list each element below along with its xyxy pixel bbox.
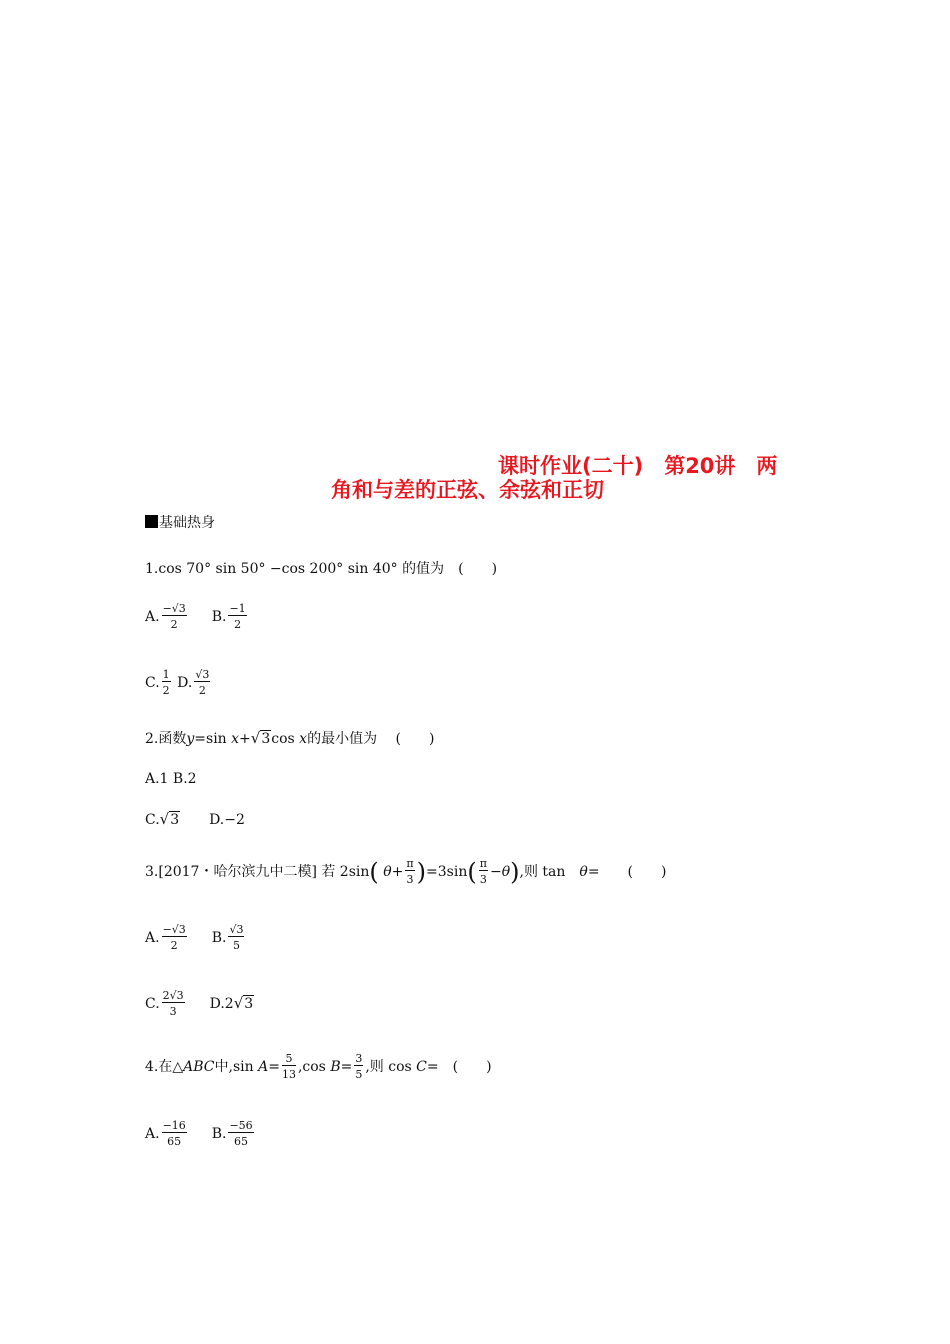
option-a-fraction: $\frac{-√3}{2}$ — [162, 602, 186, 632]
option-a-label: A. — [145, 930, 160, 947]
option-d-label: D. — [177, 675, 193, 692]
option-c-fraction: $\frac{2√3}{3}$ — [162, 989, 184, 1019]
question-2: 2.函数y=sin x+√3cos x的最小值为 ( ) — [145, 729, 435, 747]
option-c-sqrt: √3 — [159, 810, 180, 828]
option-a-label: A. — [145, 609, 160, 626]
option-b-label: B. — [211, 930, 227, 947]
option-d-label: D.2 — [209, 996, 234, 1013]
option-b-fraction: $\frac{√3}{5}$ — [229, 923, 244, 953]
question-3-options-cd — [145, 990, 254, 1018]
option-b-label: B. — [211, 609, 227, 626]
option-b-fraction: $\frac{-56}{65}$ — [229, 1119, 253, 1149]
page-title-line1: 课时作业(二十) 第20讲 两 — [498, 454, 778, 478]
option-a-fraction: $\frac{-√3}{2}$ — [162, 923, 186, 953]
sqrt-3: √3 — [250, 729, 271, 747]
option-c-label: C. — [145, 675, 160, 692]
option-a: A.1 — [145, 771, 169, 787]
option-a-fraction: $\frac{-16}{65}$ — [162, 1119, 186, 1149]
option-a-label: A. — [145, 1126, 160, 1143]
question-4-options-ab — [145, 1120, 256, 1148]
question-3: 3.[2017・哈尔滨九中二模] 若 2sin( θ+ $\frac{\pi}{3}$ )=3sin( $\frac{\pi}{3}$ −θ),则 tan θ= ( ) — [145, 857, 667, 887]
option-c-label: C. — [145, 996, 160, 1013]
section-heading — [145, 512, 215, 532]
question-1-options-cd — [145, 669, 212, 697]
question-2-options-ab — [145, 771, 197, 787]
question-4: 4.在△ABC中,sin A= $\frac{5}{13}$ ,cos B= $\frac{3}{5}$ ,则 cos C= ( ) — [145, 1052, 492, 1082]
option-d: D.−2 — [209, 812, 245, 828]
page-title-line2: 角和与差的正弦、余弦和正切 — [331, 478, 604, 502]
question-2-options-cd — [145, 810, 245, 828]
option-d-sqrt: √3 — [233, 994, 254, 1013]
black-square-icon — [145, 515, 158, 528]
question-1-options-ab — [145, 603, 249, 631]
option-b-fraction: $\frac{-1}{2}$ — [229, 602, 246, 632]
question-3-options-ab — [145, 924, 246, 952]
option-b-label: B. — [211, 1126, 227, 1143]
option-b: B.2 — [172, 771, 197, 787]
option-d-fraction: $\frac{√3}{2}$ — [195, 668, 210, 698]
option-c-fraction: $\frac{1}{2}$ — [162, 668, 170, 698]
section-label: 基础热身 — [159, 515, 215, 531]
question-1: 1.cos 70° sin 50° −cos 200° sin 40° 的值为 ( ) — [145, 561, 498, 577]
option-c-label: C. — [145, 812, 160, 828]
